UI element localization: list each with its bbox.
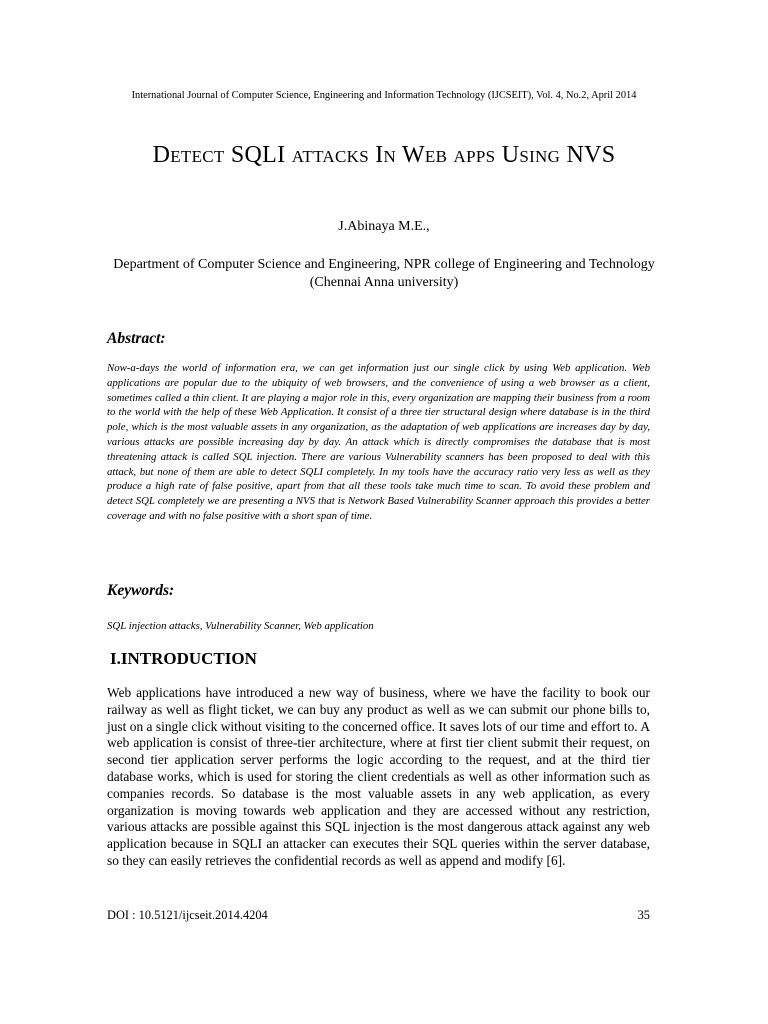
keywords-text: SQL injection attacks, Vulnerability Scanner, Web application xyxy=(107,620,374,632)
author-affiliation: Department of Computer Science and Engineering, NPR college of Engineering and Technology (Chennai Anna university) xyxy=(113,257,655,290)
introduction-text: Web applications have introduced a new way of business, where we have the facility to book our railway as well as flight ticket, we can buy any product as well as we can submit our phone bills to, just on a single click without visiting to the concerned office. It saves lots of our time and effort to. A web application is consist of three-tier architecture, where at first tier client submit their request, on second tier application server performs the logic according to the request, and at the third tier database works, which is used for storing the client credentials as well as other information such as companies records. So database is the most valuable assets in any web application, as every organization is moving towards web application and they are accessed without any restriction, various attacks are possible against this SQL injection is the most dangerous attack against any web application because in SQLI an attacker can executes their SQL queries within the server database, so they can easily retrieves the confidential records as well as append and modify [6]. xyxy=(107,685,650,868)
paper-title: Detect SQLI attacks In Web apps Using NVS xyxy=(152,142,616,168)
page-number: 35 xyxy=(637,908,650,922)
abstract-heading: Abstract: xyxy=(107,330,166,347)
introduction-heading: I.INTRODUCTION xyxy=(110,649,257,668)
journal-running-header: International Journal of Computer Science, Engineering and Information Technology (IJCSEIT), Vol. 4, No.2, April 2014 xyxy=(131,90,637,101)
abstract-text: Now-a-days the world of information era, we can get information just our single click by using Web application. Web applications are popular due to the ubiquity of web browsers, and the convenience of using a web browser as a client, sometimes called a thin client. It are playing a major role in this, every organization are mapping their business from a room to the world with the help of these Web Application. It consist of a three tier structural design where database is in the third pole, which is the most valuable assets in any organization, as the adaptation of web applications are increases day by day, various attacks are possible increasing day by day. An attack which is directly compromises the database that is most threatening attack is called SQL injection. There are various Vulnerability scanners has been proposed to deal with this attack, but none of them are able to detect SQLI completely. In my tools have the accuracy ratio very less as well as they produce a high rate of false positive, apart from that all these tools take much time to scan. To avoid these problem and detect SQL completely we are presenting a NVS that is Network Based Vulnerability Scanner approach this provides a better coverage and with no false positive with a short span of time. xyxy=(107,362,650,522)
author-name: J.Abinaya M.E., xyxy=(338,219,430,234)
footer-doi: DOI : 10.5121/ijcseit.2014.4204 xyxy=(107,908,268,922)
keywords-heading: Keywords: xyxy=(107,582,175,599)
